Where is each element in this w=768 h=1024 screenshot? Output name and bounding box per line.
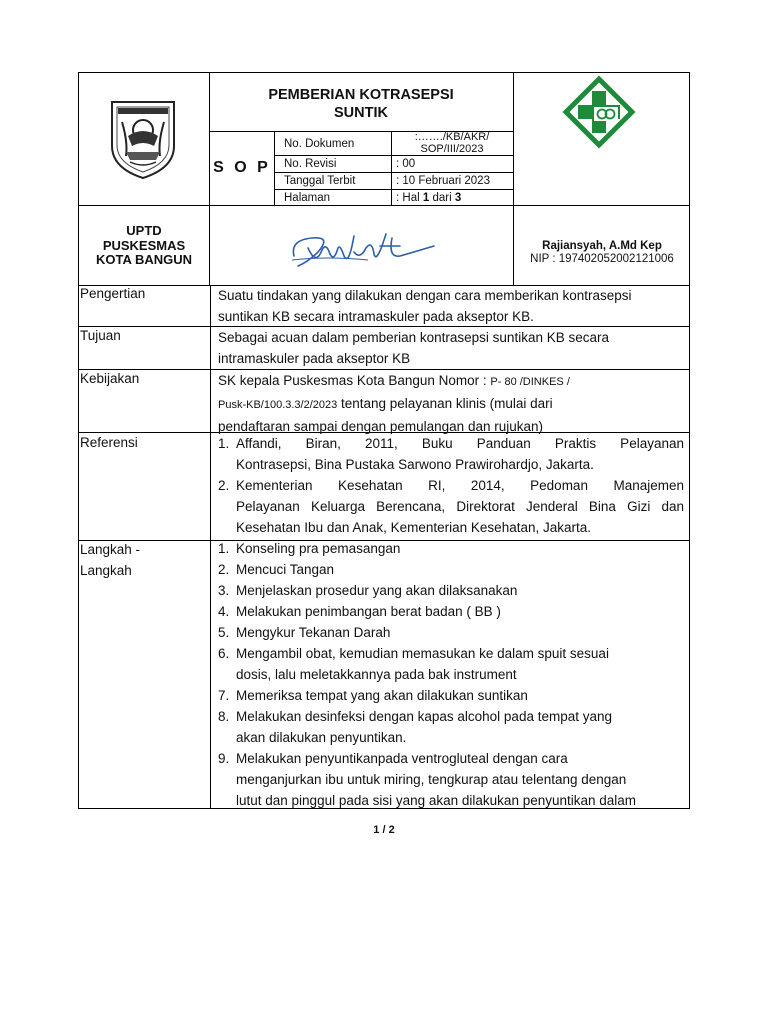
list-item: 1. Affandi, Biran, 2011, Buku Panduan Praktis Pelayanan Kontrasepsi, Bina Pustaka Sarwono Prawirohardjo, Jakarta. [218,436,684,472]
list-item: 7. Memeriksa tempat yang akan dilakukan suntikan [218,688,528,703]
doc-number-label: No. Dokumen [284,138,355,150]
pengertian-label: Pengertian [80,286,146,301]
list-item: 9. Melakukan penyuntikanpada ventrogluteal dengan cara menganjurkan ibu untuk miring, tengkurap atau telentang dengan lutut dan pinggul pada sisi yang akan dilakukan penyuntikan dalam [218,751,637,808]
revision-value: : 00 [396,158,416,170]
signer-nip: NIP : 197402052002121006 [530,253,674,265]
signer-info [514,240,690,266]
list-item: 5. Mengykur Tekanan Darah [218,625,391,640]
signer-name: Rajiansyah, A.Md Kep [542,240,662,252]
list-item: 8. Melakukan desinfeksi dengan kapas alcohol pada tempat yang akan dilakukan penyuntikan. [218,709,613,745]
issue-date-value: : 10 Februari 2023 [396,175,490,187]
organization-name: UPTD PUSKESMAS KOTA BANGUN [95,223,193,267]
revision-label: No. Revisi [284,158,337,170]
tujuan-text: Sebagai acuan dalam pemberian kontrasepsi suntikan KB secara intramaskuler pada akseptor KB [218,330,609,366]
list-item: 1. Konseling pra pemasangan [218,541,401,556]
regional-emblem-logo [104,96,182,182]
puskesmas-logo [562,75,636,157]
page-label: Halaman [284,192,331,204]
document-title: PEMBERIAN KOTRASEPSI SUNTIK [268,87,454,121]
issue-date-label: Tanggal Terbit [284,175,356,187]
sop-label: S O P [213,159,271,176]
list-item: 2. Kementerian Kesehatan RI, 2014, Pedoman Manajemen Pelayanan Keluarga Berencana, Direktorat Jenderal Bina Gizi dan Kesehatan Ibu dan Anak, Kementerian Kesehatan, Jakarta. [218,478,684,535]
langkah-label: Langkah - Langkah [80,542,141,578]
referensi-list [218,433,684,538]
signature [288,226,438,274]
page-indicator: 1 / 2 [373,824,395,836]
page-value: : Hal 1 dari 3 [396,192,462,204]
kebijakan-label: Kebijakan [80,371,140,386]
list-item: 3. Menjelaskan prosedur yang akan dilaksanakan [218,583,518,598]
pengertian-text: Suatu tindakan yang dilakukan dengan cara memberikan kontrasepsi suntikan KB secara intramaskuler pada akseptor KB. [218,288,632,324]
langkah-list [218,538,684,811]
doc-number-value: :……./KB/AKR/ SOP/III/2023 [414,131,490,155]
kebijakan-text: SK kepala Puskesmas Kota Bangun Nomor : P- 80 /DINKES / Pusk-KB/100.3.3/2/2023 tentang pelayanan klinis (mulai dari pendaftaran sampai dengan pemulangan dan rujukan) [218,373,570,434]
list-item: 2. Mencuci Tangan [218,562,335,577]
list-item: 6. Mengambil obat, kemudian memasukan ke dalam spuit sesuai dosis, lalu meletakkannya pada bak instrument [218,646,609,682]
referensi-label: Referensi [80,435,138,450]
tujuan-label: Tujuan [80,328,121,343]
list-item: 4. Melakukan penimbangan berat badan ( BB ) [218,604,501,619]
